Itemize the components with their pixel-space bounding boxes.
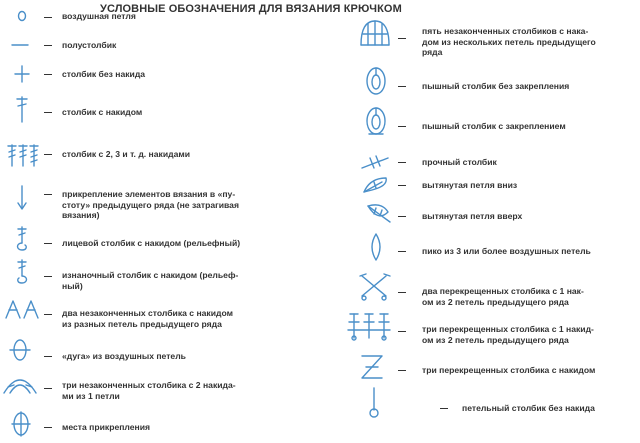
dash-separator <box>44 356 52 357</box>
dash-separator <box>398 86 406 87</box>
five-unfinished-stitches-icon <box>358 18 392 48</box>
legend-label-two-crossed-stitches: два перекрещенных столбика с 1 нак- ом из 2 петель предыдущего ряда <box>422 286 584 307</box>
front-post-stitch-icon <box>12 225 32 253</box>
multiple-yarn-over-icon <box>6 142 40 168</box>
puff-stitch-open-icon <box>364 66 388 96</box>
dash-separator <box>398 126 406 127</box>
elongated-loop-down-icon <box>360 174 392 196</box>
attachment-place-icon <box>10 410 32 438</box>
dash-separator <box>398 162 406 163</box>
legend-label-picot: пико из 3 или более воздушных петель <box>422 246 591 256</box>
dash-separator <box>398 185 406 186</box>
dash-separator <box>44 427 52 428</box>
dash-separator <box>44 276 52 277</box>
three-unfinished-stitches-arc-icon <box>2 373 38 395</box>
page-title: УСЛОВНЫЕ ОБОЗНАЧЕНИЯ ДЛЯ ВЯЗАНИЯ КРЮЧКОМ <box>100 3 402 15</box>
legend-label-three-unfinished-stitches-arc: три незаконченных столбика с 2 накида- ми из 1 петли <box>62 380 236 401</box>
single-crochet-icon <box>12 64 32 84</box>
legend-label-elongated-loop-up: вытянутая петля вверх <box>422 211 523 221</box>
dash-separator <box>44 388 52 389</box>
chain-arc-icon <box>8 336 32 364</box>
two-unfinished-stitches-icon <box>4 298 40 320</box>
legend-label-attachment-arrow: прикрепление элементов вязания в «пу- стоту» предыдущего ряда (не затрагивая вязания) <box>62 189 239 220</box>
legend-label-puff-stitch-closed: пышный столбик с закреплением <box>422 121 566 131</box>
two-crossed-stitches-icon <box>358 272 392 302</box>
back-post-stitch-icon <box>12 258 32 286</box>
dash-separator <box>398 251 406 252</box>
dash-separator <box>398 38 406 39</box>
legend-label-attachment-place: места прикрепления <box>62 422 151 432</box>
picot-icon <box>366 232 386 262</box>
dash-separator <box>44 194 52 195</box>
legend-label-three-crossed-stitches: три перекрещенных столбика с 1 накид- ом из 2 петель предыдущего ряда <box>422 324 594 345</box>
dash-separator <box>44 154 52 155</box>
legend-label-elongated-loop-down: вытянутая петля вниз <box>422 180 518 190</box>
puff-stitch-closed-icon <box>364 106 388 138</box>
legend-label-multiple-yarn-over: столбик с 2, 3 и т. д. накидами <box>62 149 190 159</box>
slip-stitch-icon <box>10 40 30 50</box>
legend-label-single-crochet: столбик без накида <box>62 69 146 79</box>
legend-label-two-unfinished-stitches: два незаконченных столбика с накидом из разных петель предыдущего ряда <box>62 308 233 329</box>
three-crossed-stitches-icon <box>344 310 394 342</box>
legend-label-double-crochet: столбик с накидом <box>62 107 143 117</box>
dash-separator <box>398 331 406 332</box>
dash-separator <box>44 74 52 75</box>
legend-label-three-crossed-z: три перекрещенных столбика с накидом <box>422 365 596 375</box>
legend-label-puff-stitch-open: пышный столбик без закрепления <box>422 81 570 91</box>
legend-label-strong-stitch: прочный столбик <box>422 157 497 167</box>
double-crochet-icon <box>12 94 32 124</box>
legend-label-chain-arc: «дуга» из воздушных петель <box>62 351 186 361</box>
dash-separator <box>44 45 52 46</box>
dash-separator <box>398 216 406 217</box>
legend-label-loop-stitch: петельный столбик без накида <box>462 403 595 413</box>
chain-stitch-icon <box>14 8 30 24</box>
three-crossed-z-icon <box>358 352 386 382</box>
dash-separator <box>44 243 52 244</box>
dash-separator <box>398 370 406 371</box>
loop-stitch-icon <box>362 386 386 420</box>
legend-label-slip-stitch: полустолбик <box>62 40 117 50</box>
dash-separator <box>44 314 52 315</box>
strong-stitch-icon <box>360 152 390 172</box>
elongated-loop-up-icon <box>362 200 394 224</box>
legend-label-back-post-stitch: изнаночный столбик с накидом (рельеф- ный) <box>62 270 239 291</box>
dash-separator <box>44 17 52 18</box>
legend-label-five-unfinished-stitches: пять незаконченных столбиков с нака- дом из нескольких петель предыдущего ряда <box>422 26 596 57</box>
dash-separator <box>44 112 52 113</box>
dash-separator <box>440 408 448 409</box>
legend-label-front-post-stitch: лицевой столбик с накидом (рельефный) <box>62 238 241 248</box>
dash-separator <box>398 292 406 293</box>
attachment-arrow-icon <box>12 184 32 212</box>
legend-label-chain-stitch: воздушная петля <box>62 11 136 21</box>
